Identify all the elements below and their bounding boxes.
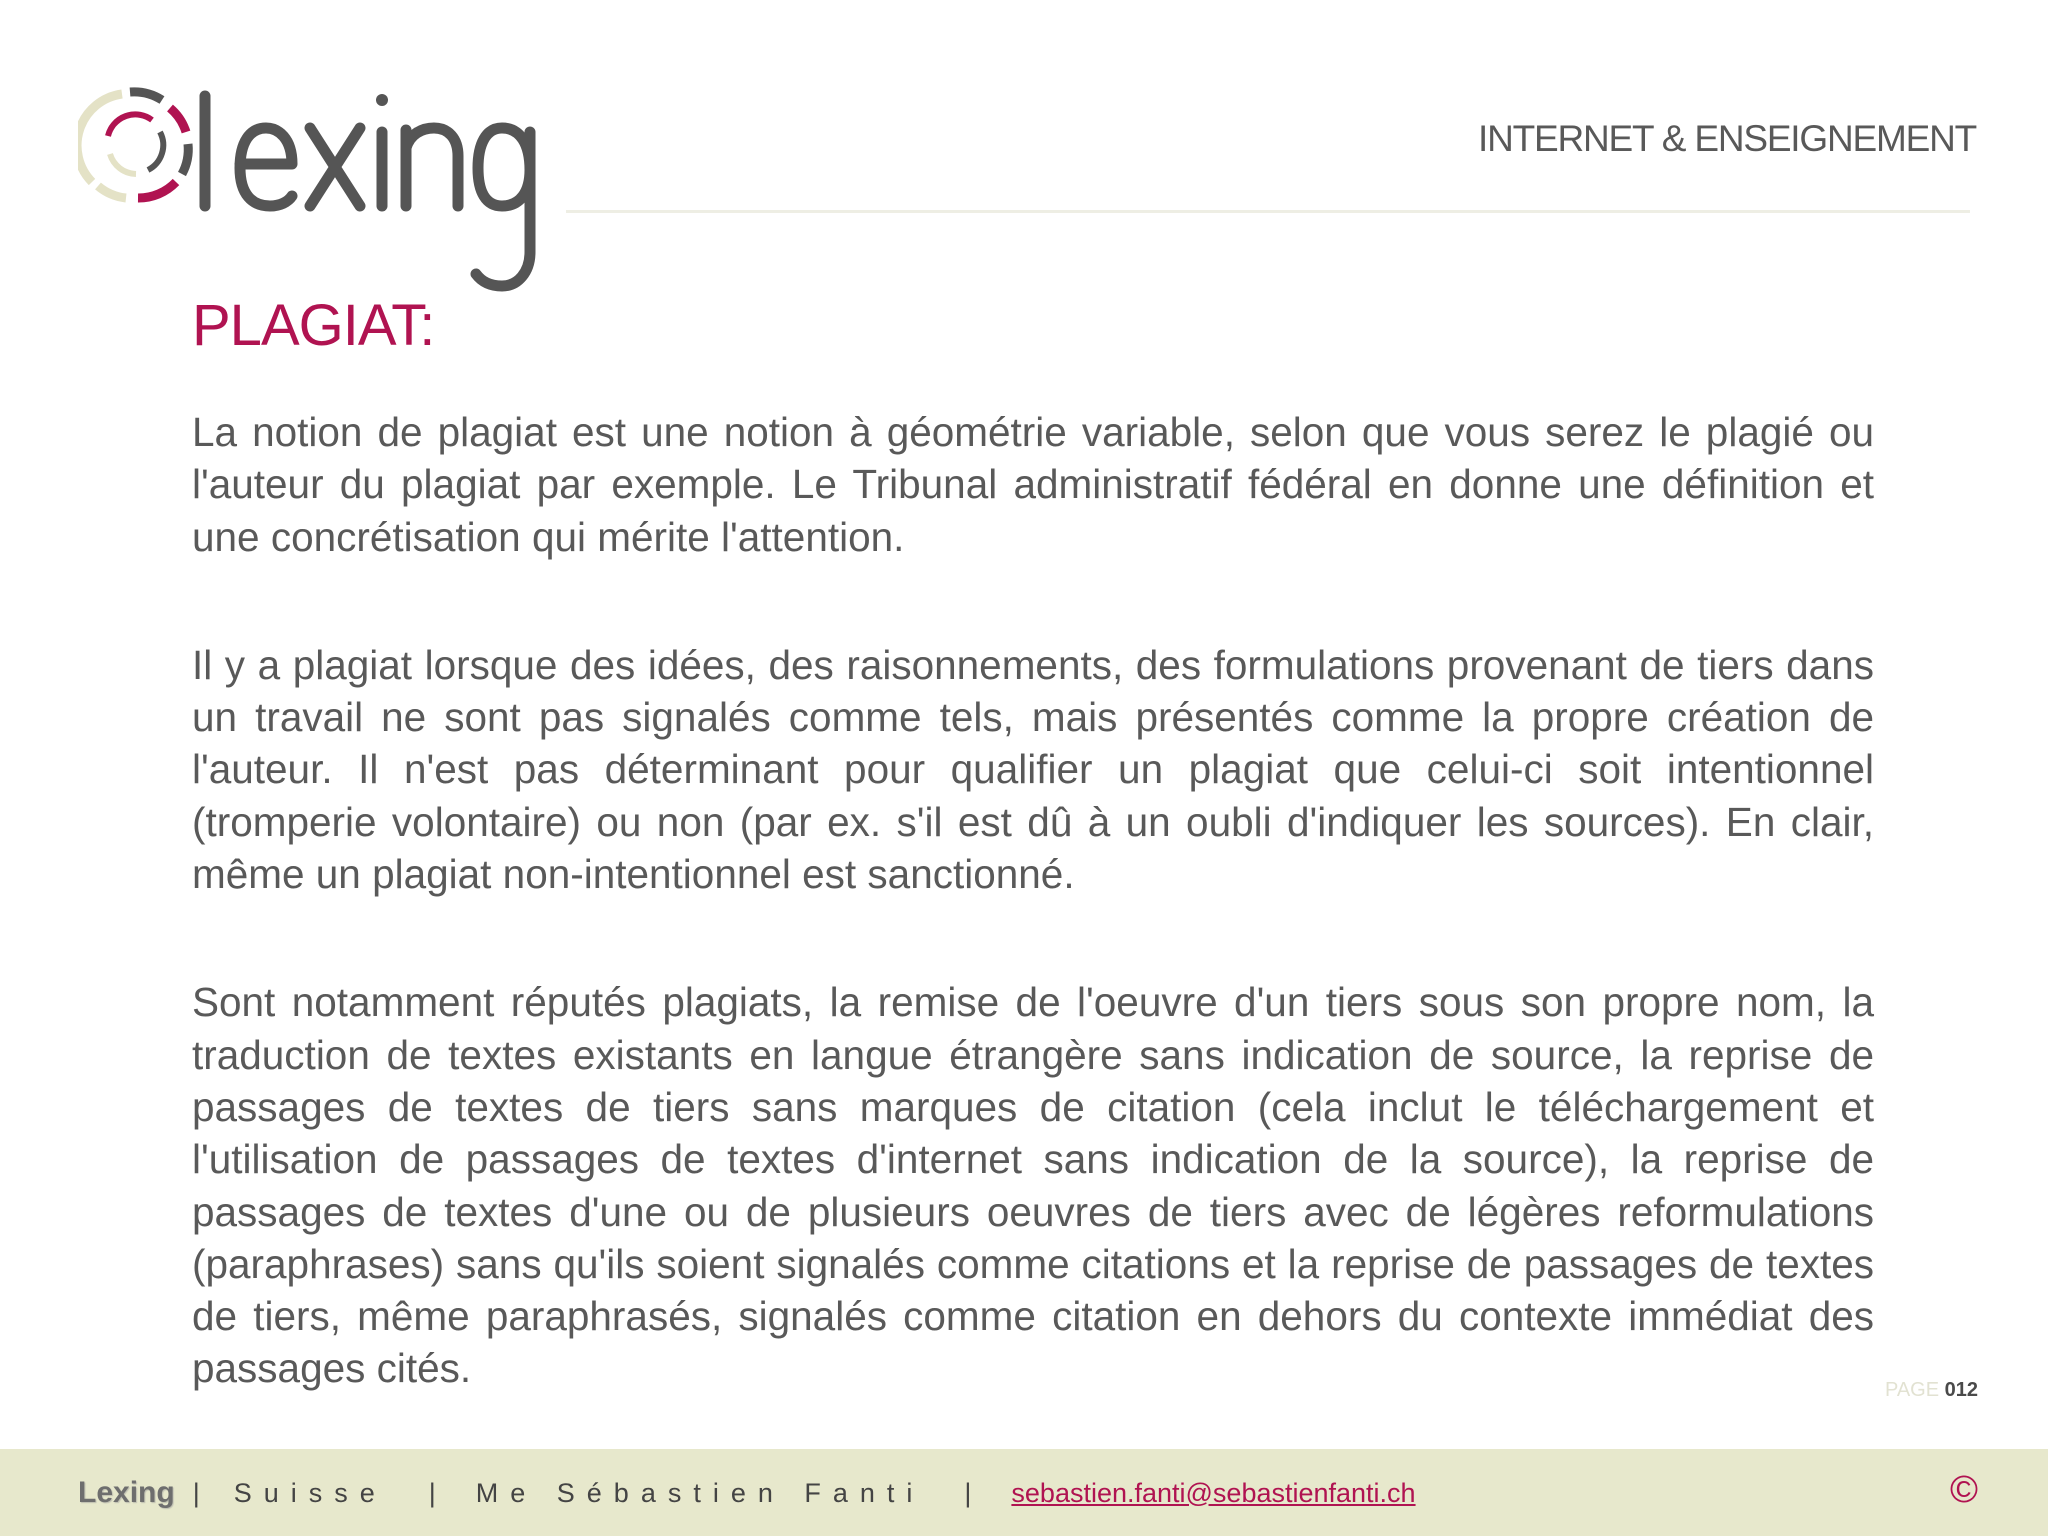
footer-separator: |: [192, 1477, 200, 1508]
page-number: [1885, 1379, 1978, 1402]
header-divider: [566, 210, 1970, 213]
lexing-logo-icon: [78, 82, 578, 297]
paragraph-definition-intro: La notion de plagiat est une notion à géométrie variable, selon que vous serez le plagié ou l'auteur du plagiat par exemple. Le Tribunal administratif fédéral en donne une définition et une concrétisation qui mérite l'attention.: [192, 409, 1874, 560]
footer-separator: |: [428, 1477, 436, 1508]
footer-info: [78, 1475, 1416, 1511]
copyright-icon: ©: [1950, 1469, 1978, 1511]
footer-brand: Lexing: [78, 1476, 175, 1509]
page-digits: 012: [1944, 1379, 1978, 1401]
slide-title: PLAGIAT:: [192, 293, 435, 358]
footer-email-link[interactable]: sebastien.fanti@sebastienfanti.ch: [1011, 1477, 1416, 1508]
footer-bar: [0, 1449, 2048, 1536]
page-label: PAGE: [1884, 1379, 1940, 1401]
footer-author: Me Sébastien Fanti: [475, 1477, 925, 1508]
section-title: INTERNET & ENSEIGNEMENT: [1477, 118, 1976, 159]
slide-body: [192, 406, 1874, 1395]
footer-separator: |: [964, 1477, 972, 1508]
lexing-logo: [78, 82, 578, 297]
paragraph-plagiarism-examples: Sont notamment réputés plagiats, la remise de l'oeuvre d'un tiers sous son propre nom, la traduction de textes existants en langue étrangère sans indication de source, la reprise de passages de textes de tiers sans marques de citation (cela inclut le téléchargement et l'utilisation de passages de textes d'internet sans indication de la source), la reprise de passages de textes d'une ou de plusieurs oeuvres de tiers avec de légères reformulations (paraphrases) sans qu'ils soient signalés comme citations et la reprise de passages de textes de tiers, même paraphrasés, signalés comme citation en dehors du contexte immédiat des passages cités.: [192, 979, 1874, 1392]
footer-country: Suisse: [233, 1477, 387, 1508]
paragraph-plagiarism-definition: Il y a plagiat lorsque des idées, des raisonnements, des formulations provenant de tiers dans un travail ne sont pas signalés comme tels, mais présentés comme la propre création de l'auteur. Il n'est pas déterminant pour qualifier un plagiat que celui-ci soit intentionnel (tromperie volontaire) ou non (par ex. s'il est dû à un oubli d'indiquer les sources). En clair, même un plagiat non-intentionnel est sanctionné.: [192, 641, 1874, 898]
